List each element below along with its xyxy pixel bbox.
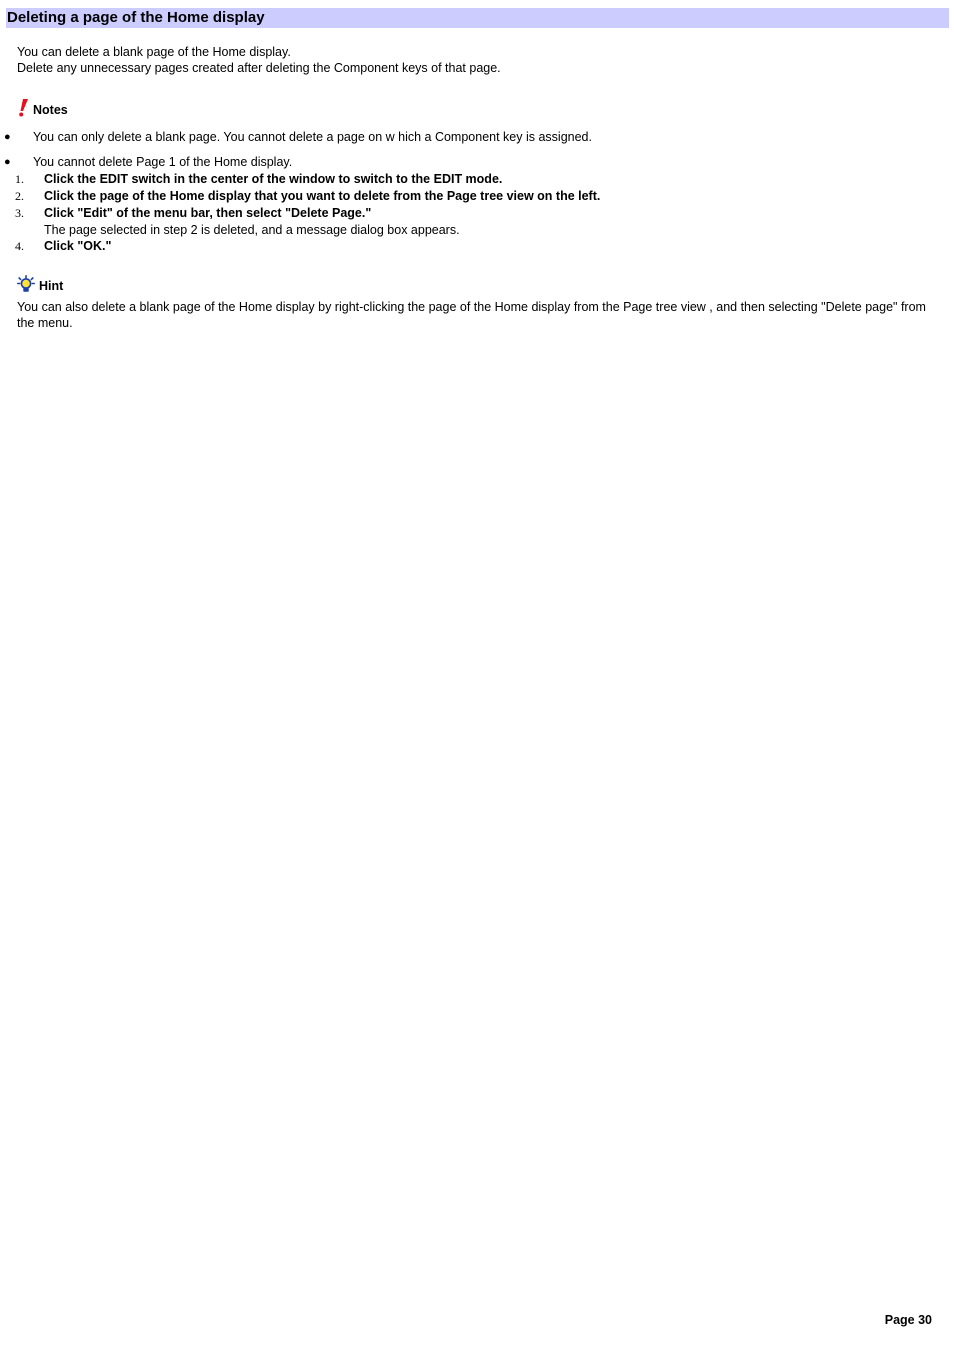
note-text: You can only delete a blank page. You cannot delete a page on w hich a Component key is assigned. (33, 130, 592, 144)
title-bar (6, 8, 949, 28)
step-item (15, 171, 502, 187)
hint-heading (17, 273, 63, 293)
exclamation-icon (17, 99, 29, 117)
page-number: Page 30 (884, 1313, 932, 1327)
intro-line-2: Delete any unnecessary pages created after deleting the Component keys of that page. (17, 61, 501, 75)
intro (17, 44, 501, 76)
note-text: You cannot delete Page 1 of the Home display. (33, 155, 293, 169)
notes-label: Notes (33, 103, 68, 117)
step-text: Click the page of the Home display that you want to delete from the Page tree view on the left. (44, 189, 601, 203)
lightbulb-icon (17, 275, 35, 293)
step-item (15, 238, 111, 254)
step-number: 1. (15, 172, 24, 186)
step-text: Click "Edit" of the menu bar, then select "Delete Page." (44, 206, 372, 220)
bullet-icon: ● (4, 156, 11, 168)
page-title: Deleting a page of the Home display (7, 9, 265, 26)
step-number: 2. (15, 189, 24, 203)
bullet-icon: ● (4, 131, 11, 143)
notes-heading (17, 97, 68, 117)
intro-line-1: You can delete a blank page of the Home display. (17, 45, 291, 59)
note-item (4, 154, 292, 170)
note-item (4, 129, 592, 145)
step-number: 3. (15, 206, 24, 220)
hint-label: Hint (39, 279, 64, 293)
step-number: 4. (15, 239, 24, 253)
step-item (15, 188, 600, 204)
step-description: The page selected in step 2 is deleted, and a message dialog box appears. (44, 223, 460, 237)
hint-text: You can also delete a blank page of the Home display by right-clicking the page of the Home display from the Page tree view , and then selecting "Delete page" from the menu. (17, 300, 926, 330)
step-text: Click the EDIT switch in the center of the window to switch to the EDIT mode. (44, 172, 503, 186)
step-text: Click "OK." (44, 239, 112, 253)
step-item (15, 205, 371, 221)
